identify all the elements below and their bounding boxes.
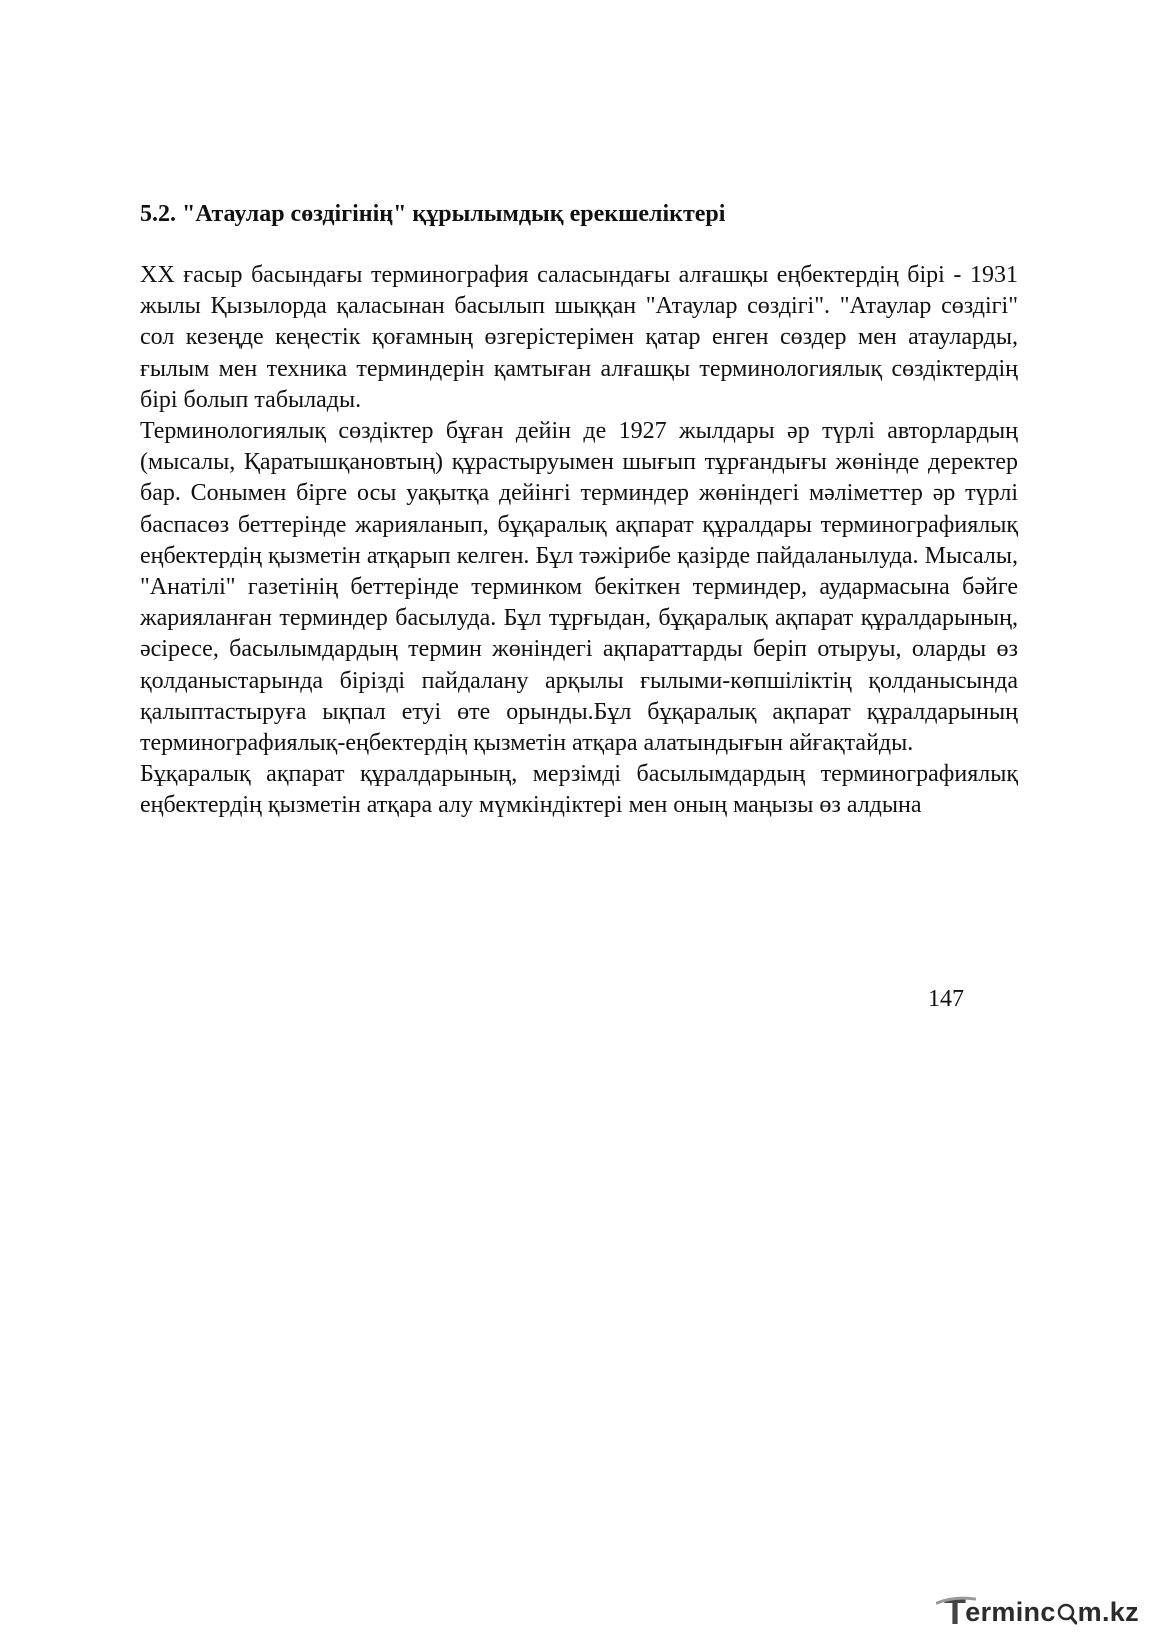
watermark-t-letter: T	[944, 1591, 966, 1633]
paragraph-2: Терминологиялық сөздіктер бұған дейін де 1927 жылдары әр түрлі авторлардың (мысалы, Қаратышқановтың) құрастыруымен шығып тұрғандығы жөнінде деректер бар. Сонымен бірге осы уақытқа дейінгі терминдер жөніндегі мәліметтер әр түрлі баспасөз беттерінде жарияланып, бұқаралық ақпарат құралдары терминографиялық еңбектердің қызметін атқарып келген. Бұл тәжірибе қазірде пайдаланылуда. Мысалы, "Анатілі" газетінің беттерінде терминком бекіткен терминдер, аудармасына бәйге жарияланған терминдер басылуда. Бұл тұрғыдан, бұқаралық ақпарат құралдарының, әсіресе, басылымдардың термин жөніндегі ақпараттарды беріп отыруы, оларды өз қолданыстарында бірізді пайдалану арқылы ғылыми-көпшіліктің қолданысында қалыптастыруға ықпал етуі өте орынды.Бұл бұқаралық ақпарат құралдарының терминографиялық-еңбектердің қызметін атқара алатындығын айғақтайды.	[140, 418, 1018, 757]
termincom-watermark-logo	[944, 1592, 1139, 1632]
paragraph-3: Бұқаралық ақпарат құралдарының, мерзімді басылымдардың терминографиялық еңбектердің қызметін атқара алу мүмкіндіктері мен оның маңызы өз алдына	[140, 761, 1018, 819]
page-number: 147	[928, 986, 964, 1012]
section-heading: 5.2. "Атаулар сөздігінің" құрылымдық ерекшеліктері	[140, 201, 726, 227]
watermark-middle-text: erminc	[965, 1596, 1056, 1627]
swoosh-icon	[936, 1595, 976, 1605]
watermark-end-text: m.kz	[1077, 1596, 1139, 1627]
page-content	[140, 198, 1018, 822]
paragraph-1: XX ғасыр басындағы терминография саласындағы алғашқы еңбектердің бірі - 1931 жылы Қызылорда қаласынан басылып шыққан "Атаулар сөздігі". "Атаулар сөздігі" сол кезеңде кеңестік қоғамның өзгерістерімен қатар енген сөздер мен атауларды, ғылым мен техника терминдерін қамтыған алғашқы терминологиялық сөздіктердің бірі болып табылады.	[140, 262, 1018, 413]
magnifier-o-icon	[1057, 1598, 1077, 1626]
